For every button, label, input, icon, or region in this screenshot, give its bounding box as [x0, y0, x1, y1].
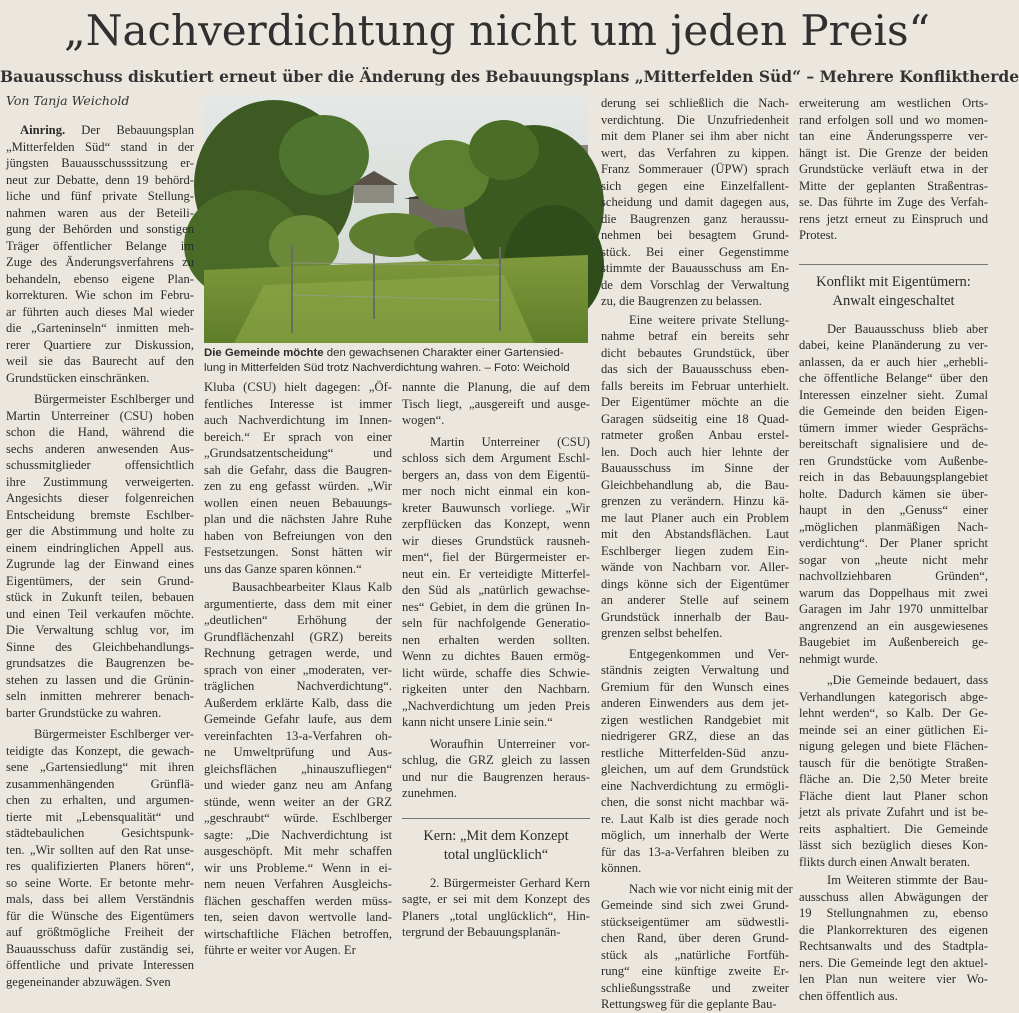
text-line: Wenn zu dichtes Bauen ermög- — [402, 649, 590, 663]
text-line: rerer Quartiere zur Diskussion, — [6, 337, 194, 352]
text-line: ne Umweltprüfung und Aus- — [204, 745, 392, 759]
photo-caption — [204, 346, 592, 376]
text-line: und einen Teil verkaufen möchte. — [6, 606, 194, 621]
subheading: total unglücklich“ — [443, 846, 549, 863]
text-line: Bauausschuss dafür zuständig sei, — [6, 941, 194, 956]
text-line: sich gegen eine Einzelfallent- — [601, 178, 789, 193]
text-line: Rechnung getragen werde, und — [204, 646, 392, 660]
text-line: Mitte der geplanten Straßentras- — [799, 178, 988, 193]
text-line: Die Verwaltung schlug vor, im — [6, 623, 194, 637]
text-line: das sich der Bauausschuss eben- — [601, 362, 789, 376]
text-line: für das 13-a-Verfahren bleiben zu — [601, 844, 789, 859]
text-line: rens jetzt erneut zu Einspruch und — [799, 211, 988, 226]
text-line: Träger öffentlicher Belange im — [6, 238, 194, 253]
text-line: möglich, um innerhalb der Werte — [601, 828, 789, 842]
text-line: führte er weiter vor Augen. Er — [204, 943, 356, 957]
text-line: Bürgermeister Eschlberger ver- — [34, 727, 194, 741]
caption-text: den gewachsenen Charakter einer Gartensied- — [323, 347, 564, 359]
text-line: wir dieses Grundstück rausneh- — [402, 533, 590, 548]
text-line: Nach wie vor nicht einig mit der — [629, 881, 793, 896]
text-line: seln für nachfolgende Generatio- — [402, 616, 590, 630]
text-line: bereich.“ Er sprach von einer — [204, 429, 392, 444]
text-line: len. Doch auch hier lehnte der — [601, 444, 789, 459]
text-line: Fläche dient laut Planer schon — [799, 788, 988, 803]
text-line: Der Bauausschuss blieb aber — [827, 321, 988, 336]
text-line: bergers an, dass von dem Eigentü- — [402, 467, 590, 482]
text-line: de dem Vorschlag der Verwaltung — [601, 277, 789, 292]
text-line: korrekturen. Wie schon im Febru- — [6, 288, 194, 302]
text-line: Grundflächenzahl (GRZ) bereits — [204, 629, 392, 644]
article-column-1 — [6, 122, 194, 989]
text-line: Gleichbehandlung ab, die Bau- — [601, 477, 789, 492]
text-line: an anderer Stelle auf seinem — [601, 593, 789, 607]
text-line: plan und die nächsten Jahre Ruhe — [204, 512, 392, 526]
article-column-5 — [799, 95, 988, 1003]
text-line: haupt in den „Genuss“ einer — [799, 503, 988, 517]
text-line: sechs anderen anwesenden Aus- — [6, 441, 194, 456]
text-line: vereinfachten 13-a-Verfahren oh- — [204, 728, 392, 743]
text-line: „deutlichen“ Erhöhung der — [204, 613, 392, 627]
text-line: Martin Unterreiner (CSU) — [430, 434, 590, 449]
text-line: nachvollziehbaren Gründen“, — [799, 569, 988, 583]
text-line: „Die Gemeinde bedauert, dass — [827, 673, 988, 687]
text-line: nen erhalten werden sollten. — [402, 632, 590, 647]
article-column-3 — [402, 379, 590, 939]
text-line: Gremium für den Wunsch eines — [601, 679, 789, 694]
paragraph — [204, 579, 392, 959]
text-line: gleichsflächen „hinauszufliegen“ — [204, 761, 392, 776]
subheading: Kern: „Mit dem Konzept — [423, 827, 569, 844]
paragraph — [601, 646, 789, 877]
text-line: 19 Stellungnahmen zu, ebenso — [799, 906, 988, 920]
text-line: stückseigentümer am südwestli- — [601, 914, 789, 929]
text-line: sogar von „heute nicht mehr — [799, 552, 988, 567]
text-line: lässt sich bezüglich dieses Kon- — [799, 838, 988, 852]
text-line: flikts durch einen Anwalt beraten. — [799, 854, 971, 869]
text-line: nannte die Planung, die auf dem — [402, 380, 590, 394]
text-line: ausgeschöpft. Mit mehr schaffen — [204, 844, 392, 858]
text-line: nehmigt wurde. — [799, 651, 879, 666]
paragraph — [601, 95, 789, 310]
text-line: Franz Sommerauer (ÜPW) sprach — [601, 162, 789, 176]
text-line: tan eine Änderungssperre ver- — [799, 129, 988, 143]
text-line: Gemeinde Gefahr laufe, aus dem — [204, 712, 392, 726]
text-line: ners. Die Gemeinde legt den aktuel- — [799, 955, 988, 970]
text-line: auch Nachverdichtung im Innen- — [204, 413, 392, 427]
text-line: gegeneinander abzuwägen. Sven — [6, 974, 171, 989]
text-line: wogen“. — [402, 413, 445, 427]
text-line: licht würde, schaffe dies Schwie- — [402, 665, 590, 680]
text-line: zusammenhängenden Grünflä- — [6, 776, 194, 791]
text-line: Interessen einzelner sieht. Zumal — [799, 387, 988, 402]
text-line: warum das Doppelhaus mit zwei — [799, 585, 988, 600]
text-line: teidigte das Konzept, die gewach- — [6, 743, 194, 758]
garden-photo — [204, 95, 588, 343]
text-line: liche und fünf private Stellung- — [6, 189, 194, 203]
paragraph — [402, 736, 590, 802]
text-line: sprach von einer „moderaten, ver- — [204, 662, 392, 677]
text-line: stimmte der Bauausschuss am En- — [601, 261, 789, 275]
text-line: bereitschaft signalisiere und de- — [799, 437, 988, 451]
text-line: zunehmen. — [402, 786, 457, 800]
text-line: verdichtung. Die Unzufriedenheit — [601, 112, 789, 127]
paragraph — [402, 875, 590, 941]
caption-text-2: lung in Mitterfelden Süd trotz Nachverdichtung wahren. – Foto: Weichold — [204, 362, 570, 374]
text-line: „Mitterfelden Süd“ stand in der — [6, 139, 194, 154]
text-line: stück als „natürliche Fortfüh- — [601, 947, 789, 962]
text-line: wert, das Verfahren zu kippen. — [601, 145, 789, 160]
text-line: reits asphaltiert. Die Gemeinde — [799, 821, 988, 836]
text-line: zen zu eng gefasst würden. „Wir — [204, 479, 392, 493]
text-line: Entscheidung bremste Eschlber- — [6, 507, 194, 522]
text-line: nigung gelegen und biete Flächen- — [799, 739, 988, 753]
text-line: wir uns Probleme.“ Wenn in ei- — [204, 860, 392, 875]
paragraph — [402, 379, 590, 429]
text-line: können. — [601, 861, 642, 875]
text-line: „Nachverdichtung um jeden Preis — [402, 698, 590, 713]
text-line: tausch für die benötigte Straßen- — [799, 755, 988, 770]
text-line: „möglichen planmäßigen Nach- — [799, 519, 988, 534]
paragraph — [6, 122, 194, 386]
text-line: me laut Planer auch ein Problem — [601, 510, 789, 525]
text-line: stehen zu lassen und die Grünin- — [6, 672, 194, 687]
text-line: ten, seien davon wertvolle land- — [204, 910, 392, 924]
text-line: anlassen, da er auch hier „erhebli- — [799, 354, 988, 369]
text-line: derung sei schließlich die Nach- — [601, 96, 789, 110]
text-line: mals, dass bei allem Verständnis — [6, 892, 194, 906]
text-line: nem neuen Verfahren Ausgleichs- — [204, 877, 392, 891]
text-line: Grundstücken einschränken. — [6, 370, 150, 385]
dateline: Ainring. — [20, 123, 66, 137]
text-line: sene „Gartensiedlung“ mit ihren — [6, 760, 194, 774]
text-line: flächen geschaffen werden müss- — [204, 893, 392, 908]
text-line: nahmen waren aus der Beteili- — [6, 205, 194, 220]
text-line: Garagen im Jahr 1970 unmittelbar — [799, 602, 988, 616]
text-line: Gemeinde sind sich zwei Grund- — [601, 898, 789, 912]
text-line: ten. „Wir sollten auf den Rat unse- — [6, 842, 194, 857]
text-line: anderen Einwenders aus dem jet- — [601, 696, 789, 710]
text-line: träglichen Nachverdichtung“. — [204, 679, 392, 693]
text-line: eine Nachverdichtung zu ermögli- — [601, 778, 789, 793]
headline: „Nachverdichtung nicht um jeden Preis“ — [63, 6, 931, 55]
byline: Von Tanja Weichold — [6, 93, 130, 108]
text-line: kreter Bauwunsch vorliege. „Wir — [402, 500, 590, 515]
text-line: mit dem Planer sei ihm aber nicht — [601, 129, 789, 143]
text-line: dicht bebautes Grundstück, über — [601, 345, 789, 360]
text-line: auf größtmögliche Freiheit der — [6, 925, 194, 939]
text-line: dings könne sich der Eigentümer — [601, 576, 789, 591]
text-line: tierte mit „Lebensqualität“ und — [6, 809, 194, 824]
paragraph — [799, 672, 988, 870]
text-line: Rettungsweg für die geplante Bau- — [601, 997, 777, 1011]
text-line: angrenzend an ein ausgewiesenes — [799, 618, 988, 633]
text-line: Festsetzungen. Sonst hätten wir — [204, 545, 392, 559]
text-line: rand erfolgen soll und wo momen- — [799, 112, 988, 127]
text-line: stück in Zukunft teilen, bebauen — [6, 590, 194, 604]
text-line: Protest. — [799, 228, 838, 242]
text-line: res qualifizierten Planers hören“, — [6, 859, 194, 873]
text-line: sah die Gefahr, dass die Baugren- — [204, 462, 392, 477]
text-line: „geschraubt“ würde. Eschlberger — [204, 811, 392, 825]
subheadline: Bauausschuss diskutiert erneut über die Änderung des Bebauungsplans „Mitterfelden Süd“ – Mehrere Konfliktherde — [0, 67, 1019, 86]
text-line: die Baugrenzen ganz heraussu- — [601, 211, 789, 226]
text-line: grundsatzes die Baugrenzen be- — [6, 656, 194, 670]
text-line: haben von Befreiungen von den — [204, 528, 392, 543]
text-line: Bürgermeister Eschlberger und — [34, 392, 194, 406]
paragraph — [799, 95, 988, 244]
text-line: jetzt als private Zufahrt und ist be- — [799, 805, 988, 819]
text-line: rigkeiten unter den Nachbarn. — [402, 682, 590, 696]
text-line: Kluba (CSU) hielt dagegen: „Öf- — [204, 380, 392, 394]
text-line: 2. Bürgermeister Gerhard Kern — [430, 875, 590, 890]
text-line: tergrund der Bebauungsplanän- — [402, 925, 561, 939]
text-line: men“, fiel der Bürgermeister er- — [402, 550, 590, 564]
text-line: kann nicht unsere Linie sein.“ — [402, 715, 553, 729]
text-line: fläche an. Die 2,50 Meter breite — [799, 772, 988, 786]
paragraph — [6, 726, 194, 990]
text-line: scheidung und damit dagegen aus, — [601, 195, 789, 209]
subheading-box — [799, 264, 988, 311]
text-line: Außerdem erklärte Kalb, dass die — [204, 695, 392, 710]
text-line: erweiterung am westlichen Orts- — [799, 96, 988, 110]
text-line: „Grundsatzentscheidung“ und — [204, 446, 392, 460]
text-run: Der Bebauungsplan — [65, 123, 194, 137]
text-line: hängt ist. Die Grenze der beiden — [799, 145, 988, 160]
text-line: Zuge des Änderungsverfahrens zu — [6, 255, 194, 269]
text-line: den Süd als „natürlich gewachse- — [402, 583, 590, 597]
text-line: weil sie das Baurecht auf den — [6, 354, 194, 368]
text-line: fentliches Interesse ist immer — [204, 396, 392, 411]
text-line: wollen einen neuen Bebauungs- — [204, 495, 392, 510]
text-line: die Gemeinde den beiden Eigen- — [799, 404, 988, 418]
text-line: zu, die Baugrenzen zu belassen. — [601, 294, 762, 308]
text-line: chen Rand, über deren Grund- — [601, 931, 789, 945]
text-line: jüngsten Bauausschusssitzung er- — [6, 156, 194, 170]
article-column-2 — [204, 379, 392, 957]
text-line: len Plan nun weitere vier Wo- — [799, 972, 988, 986]
text-line: neut ein. Er verteidigte Mitterfel- — [402, 566, 590, 581]
text-line: gleichen, um auf dem Grundstück — [601, 762, 789, 776]
text-line: wirtschaftliche Flächen betroffen, — [204, 926, 392, 941]
text-line: uns das Ganze sparen können.“ — [204, 561, 362, 576]
text-line: zerpflücken das Konzept, wenn — [402, 517, 590, 531]
text-line: neut zur Debatte, denn 19 behörd- — [6, 172, 194, 187]
text-line: barter Grundstücke zu wahren. — [6, 705, 162, 720]
text-line: sagte, er sei mit dem Konzept des — [402, 892, 590, 906]
text-line: se. Das führte im Zuge des Verfah- — [799, 195, 988, 209]
text-line: chen öffentlich aus. — [799, 988, 898, 1003]
paragraph — [799, 321, 988, 668]
text-line: chen zu erhalten, und argumen- — [6, 793, 194, 807]
text-line: die Plankorrekturen des eigenen — [799, 922, 988, 937]
text-line: so seine Worte. Er betonte mehr- — [6, 875, 194, 890]
paragraph — [601, 881, 793, 1013]
text-line: che öffentliche Belange“ über den — [799, 371, 988, 385]
text-line: argumentierte, dass dem mit einer — [204, 596, 392, 611]
text-line: schloss sich dem Argument Eschl- — [402, 451, 590, 465]
text-line: öffentliche und private Interessen — [6, 958, 194, 972]
text-line: tümern immer wieder Gesprächs- — [799, 420, 988, 435]
text-line: re. Laut Kalb ist dies gerade noch — [601, 811, 789, 826]
text-line: mer noch nicht einmal ein kon- — [402, 484, 590, 498]
text-line: Verhandlungen kategorisch abge- — [799, 689, 988, 704]
text-line: Grundstücke verläuft etwa in der — [799, 162, 988, 176]
text-line: Woraufhin Unterreiner vor- — [430, 736, 590, 751]
text-line: wände von Nachbarn vor. Aller- — [601, 560, 789, 574]
text-line: Der Eigentümer möchte an die — [601, 395, 789, 409]
text-line: Im Weiteren stimmte der Bau- — [827, 873, 988, 887]
text-line: ratmeter großen Anbau erstel- — [601, 428, 789, 442]
text-line: und nur die Baugrenzen heraus- — [402, 769, 590, 784]
text-line — [6, 122, 194, 139]
text-line: einem eindringlichen Appell aus. — [6, 540, 194, 555]
text-line: ar führten auch dieses Mal wieder — [6, 304, 194, 319]
text-line: schon die Hand, während die — [6, 425, 194, 439]
caption-lead: Die Gemeinde möchte — [204, 347, 324, 359]
text-line: restliche Mitterfelden-Süd anzu- — [601, 745, 789, 760]
text-line: Garagen südseitig eine 18 Quad- — [601, 411, 789, 426]
text-line: Eigentümers, der sein Grund- — [6, 573, 194, 588]
text-line: nes“ Gebiet, in dem die grünen In- — [402, 599, 590, 614]
text-line: holte. Dadurch kämen sie über- — [799, 486, 988, 501]
text-line: ihre Zustimmung verweigerten. — [6, 474, 194, 489]
text-line: ständnis zeigten Verwaltung und — [601, 663, 789, 677]
text-line: Tisch liegt, „ausgereift und ausge- — [402, 396, 590, 411]
text-line: dabei, keine Planänderung zu ver- — [799, 338, 988, 352]
text-line: grenzen zu verändern. Hinzu kä- — [601, 494, 789, 508]
text-line: Baugebiet im Außenbereich ge- — [799, 635, 988, 649]
text-line: stünde, wenn weiter an der GRZ — [204, 794, 392, 809]
text-line: Angesichts dieser folgenreichen — [6, 491, 194, 505]
text-line: reich in das Bebauungsplangebiet — [799, 470, 988, 484]
subheading: Konflikt mit Eigentümern: — [816, 273, 971, 290]
text-line: mit den Abstandsflächen. Laut — [601, 527, 789, 541]
paragraph — [601, 312, 789, 642]
text-line: Bausachbearbeiter Klaus Kalb — [232, 580, 392, 594]
text-line: Eine weitere private Stellung- — [629, 312, 789, 327]
text-line: stück. Bei einer Gegenstimme — [601, 244, 789, 259]
text-line: Planers „total unglücklich“, Hin- — [402, 908, 590, 923]
text-line: nehmen bei besagtem Grund- — [601, 228, 789, 242]
text-line: meinde sei an einer gütlichen Ei- — [799, 722, 988, 737]
text-line: städtebaulichen Gesichtspunk- — [6, 826, 194, 840]
text-line: verdichtung“. Der Planer spricht — [799, 536, 988, 550]
text-line: sagte: „Die Nachverdichtung ist — [204, 827, 392, 842]
text-line: ausschuss allen Abwägungen der — [799, 889, 988, 904]
text-line: Sinne des Gleichbehandlungs- — [6, 639, 194, 654]
text-line: und wieder ganz neu am Anfang — [204, 778, 392, 792]
article-column-4 — [601, 95, 793, 1011]
text-line: zigen westlichen Randgebiet mit — [601, 712, 789, 727]
text-line: behandeln, ebenso eigene Plan- — [6, 271, 194, 286]
text-line: Eschlberger liegen zudem Ein- — [601, 543, 789, 558]
text-line: gung der Behörden und sonstigen — [6, 222, 194, 236]
text-line: rung“ eine künftige zweite Er- — [601, 964, 789, 978]
text-line: falls bereits im Februar unterhielt. — [601, 378, 789, 393]
paragraph — [6, 391, 194, 721]
text-line: schließungsstraße und zweiter — [601, 980, 789, 995]
garden-photo-icon — [204, 95, 588, 343]
text-line: schlug, die GRZ gleich zu lassen — [402, 753, 590, 767]
text-line: seln inmitten mehrerer benach- — [6, 689, 194, 703]
text-line: Zugrunde lag der Einwand eines — [6, 557, 194, 571]
subheading: Anwalt eingeschaltet — [832, 292, 955, 309]
text-line: Grundstück innerhalb der Bau- — [601, 609, 789, 624]
text-line: ger die Abstimmung und holte zu — [6, 524, 194, 538]
paragraph — [799, 872, 988, 1004]
subheading-box — [402, 818, 590, 865]
text-line: lehnt werden“, so Kalb. Der Ge- — [799, 706, 988, 720]
text-line: Rechtsanwalts und des Stadtpla- — [799, 939, 988, 953]
text-line: nahme betraf ein bereits sehr — [601, 329, 789, 343]
text-line: Entgegenkommen und Ver- — [629, 646, 789, 661]
text-line: ren Grundstücke vom Außenbe- — [799, 453, 988, 468]
text-line: schussmitglieder offensichtlich — [6, 458, 194, 472]
text-line: chen, die sonst nicht machbar wä- — [601, 795, 789, 809]
text-line: die „Garteninseln“ inmitten meh- — [6, 321, 194, 335]
paragraph — [204, 379, 392, 577]
text-line: Bauausschuss im Sinne der — [601, 461, 789, 475]
paragraph — [402, 434, 590, 731]
text-line: für die Wünsche des Eigentümers — [6, 908, 194, 923]
text-line: niedrigerer GRZ, diese an das — [601, 729, 789, 743]
text-line: grenzen selbst behelfen. — [601, 626, 723, 640]
text-line: Martin Unterreiner (CSU) hoben — [6, 408, 194, 423]
